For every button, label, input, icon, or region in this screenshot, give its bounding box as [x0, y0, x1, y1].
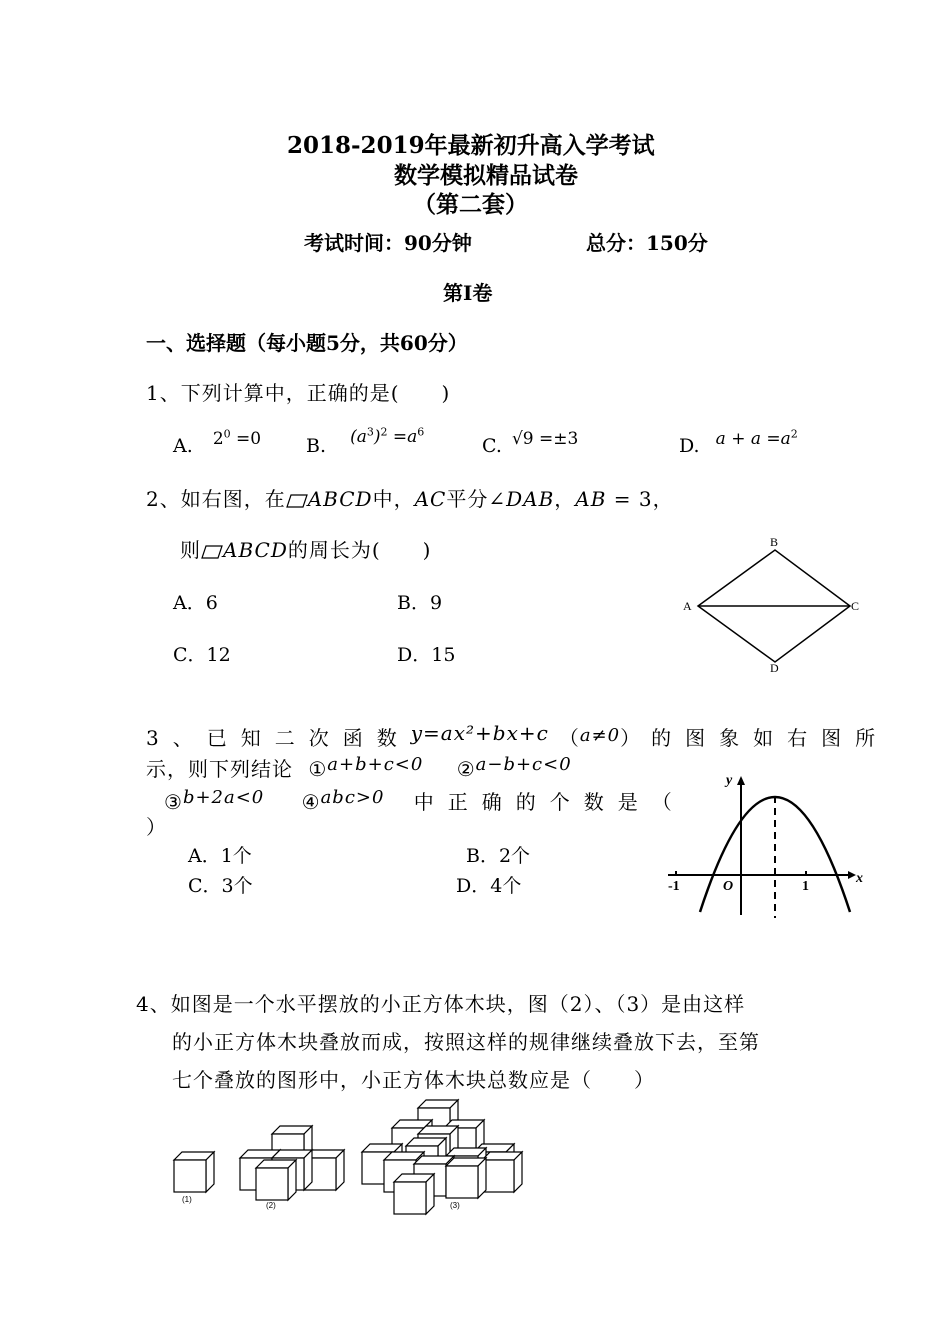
q1-option-d: D. $a + a =a^2$	[679, 427, 798, 457]
figure-3-cubes	[362, 1100, 522, 1214]
figure-2-cubes	[240, 1126, 344, 1200]
q4-line-2: 的小正方体木块叠放而成，按照这样的规律继续叠放下去，至第	[172, 1030, 760, 1054]
q2-line-2: 则 ABCD的周长为( )	[180, 538, 432, 562]
q4-line-1: 4、如图是一个水平摆放的小正方体木块，图（2）、（3）是由这样	[136, 992, 746, 1016]
q2-option-d: D．15	[397, 644, 456, 666]
vertex-a-label: A	[683, 599, 692, 613]
q1-option-c: C. √9 =±3	[482, 429, 579, 457]
q3-line-3: ③b+2a<0 ④abc>0 中正确的个数是（	[164, 787, 686, 814]
figure-3-caption: (3)	[450, 1201, 460, 1210]
x-axis-label: x	[856, 871, 863, 886]
q1-stem: 1、下列计算中，正确的是( )	[146, 381, 451, 405]
tick-neg1-label: -1	[668, 879, 680, 894]
q2-option-a: A．6	[173, 592, 218, 614]
vertex-d-label: D	[770, 661, 779, 675]
cube-stack-figures	[150, 1090, 550, 1220]
tick-1-label: 1	[802, 879, 809, 894]
q2-stem: 2、如右图，在 ABCD中，AC平分∠DAB，AB = 3，	[146, 487, 674, 511]
q2-option-b: B．9	[397, 592, 443, 614]
y-axis-label: y	[726, 773, 733, 788]
exam-time: 考试时间：90分钟	[304, 231, 472, 255]
volume-label: 第Ⅰ卷	[443, 281, 493, 305]
vertex-b-label: B	[770, 535, 779, 549]
parallelogram-icon	[201, 545, 223, 558]
q2-option-c: C．12	[173, 644, 231, 666]
figure-1-caption: (1)	[182, 1195, 192, 1204]
title-line-1: 2018-2019年最新初升高入学考试	[287, 132, 655, 159]
q3-option-b: B．2个	[466, 845, 531, 867]
q4-line-3: 七个叠放的图形中，小正方体木块总数应是（ ）	[172, 1068, 655, 1092]
q3-option-a: A．1个	[188, 845, 252, 867]
rhombus-figure	[680, 536, 860, 676]
q3-line-2: 示，则下列结论 ①a+b+c<0 ②a−b+c<0	[146, 754, 572, 781]
section-heading: 一、选择题（每小题5分，共60分）	[146, 331, 468, 355]
q1-option-b: B. $(a^3)^2 =a^6$	[306, 425, 425, 457]
q3-option-d: D．4个	[456, 875, 522, 897]
figure-1-cubes	[174, 1152, 214, 1192]
parallelogram-icon	[286, 494, 308, 507]
q1-option-a: A. $2^0 =0$	[173, 427, 262, 457]
total-score: 总分：150分	[586, 231, 708, 255]
q3-option-c: C．3个	[188, 875, 253, 897]
title-line-2: 数学模拟精品试卷	[394, 162, 578, 189]
q3-line-4: ）	[146, 815, 167, 839]
title-line-3: （第二套）	[413, 191, 528, 218]
q3-line-1: 3、已知二次函数y=ax²+bx+c （a≠0） 的图象如右图所	[146, 721, 890, 750]
figure-2-caption: (2)	[266, 1201, 276, 1210]
vertex-c-label: C	[851, 599, 860, 613]
parabola-graph	[664, 770, 874, 920]
origin-label: O	[723, 879, 734, 894]
